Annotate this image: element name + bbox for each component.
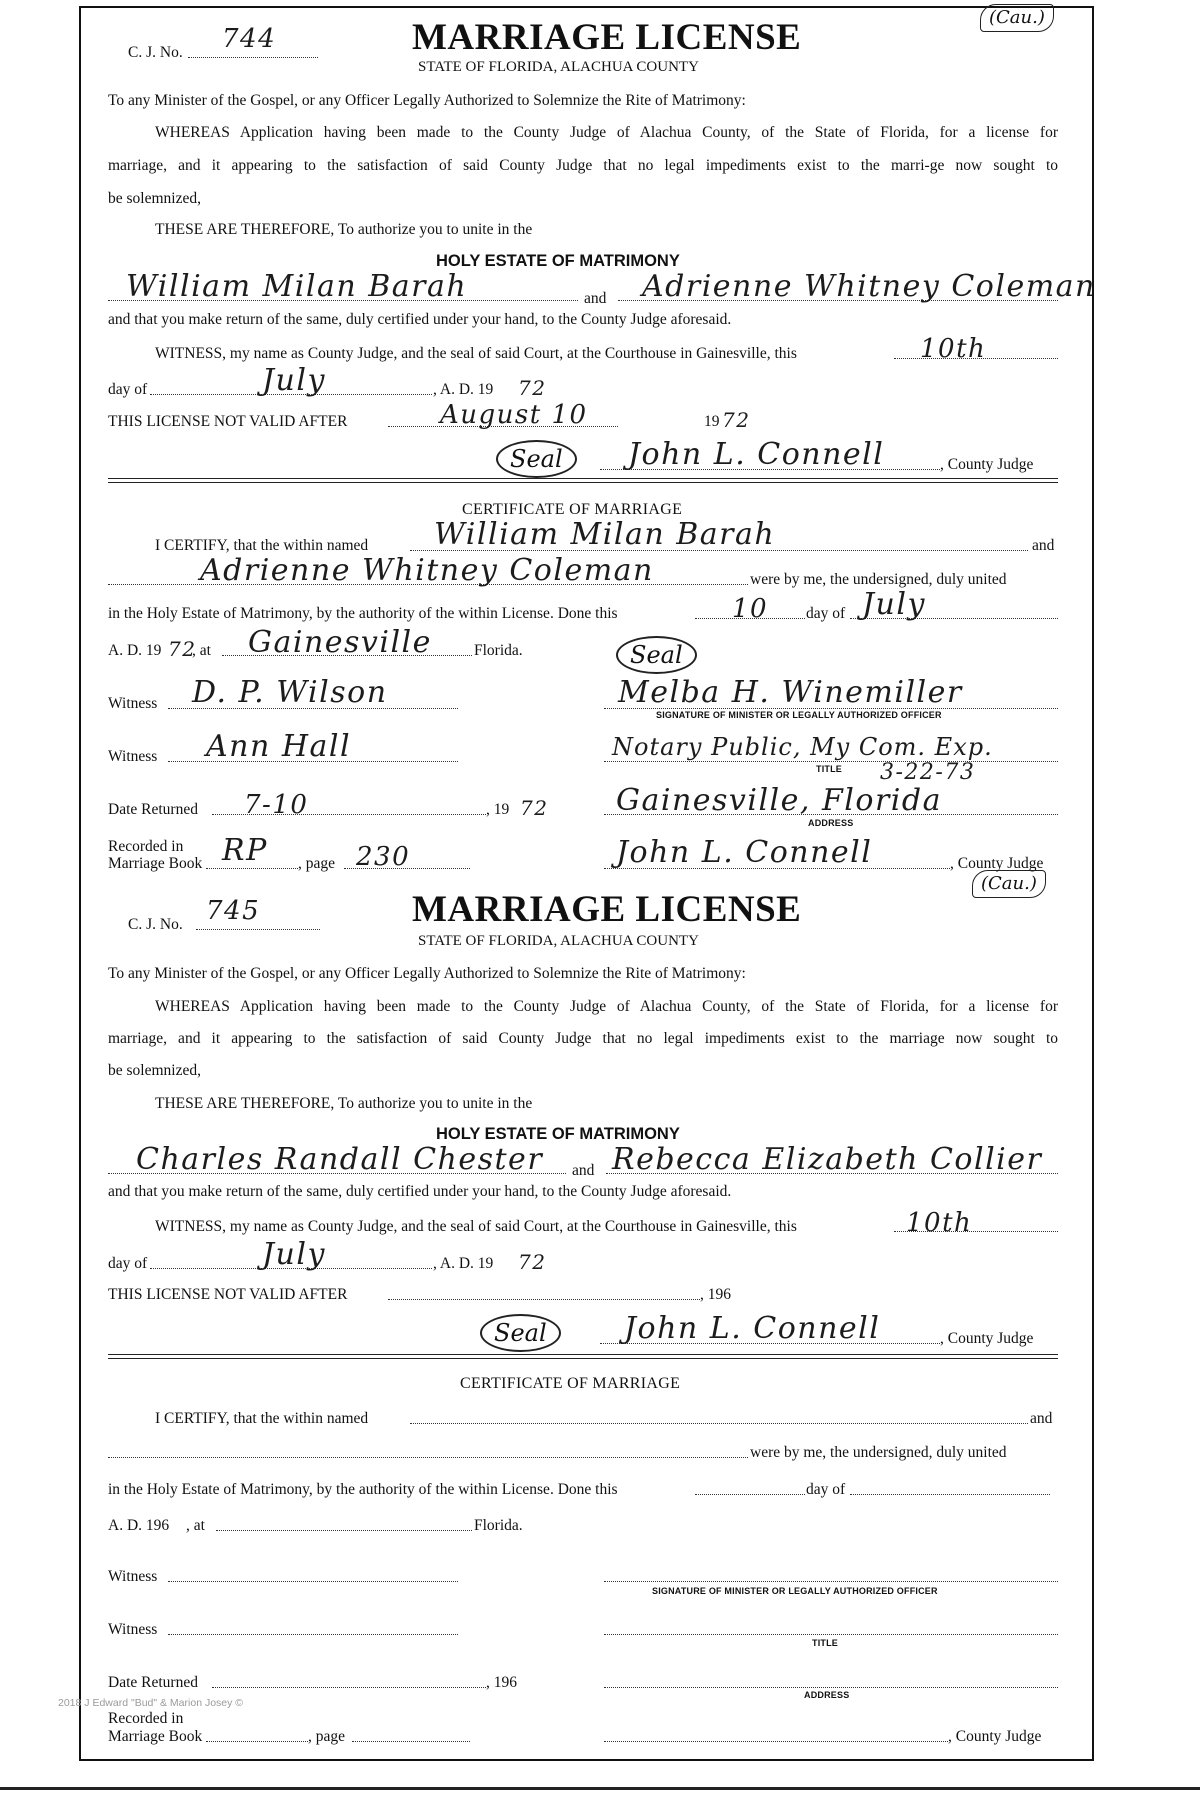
page-label: , page (298, 855, 336, 872)
not-valid-year-prefix: 19 (704, 413, 720, 430)
cert2-groom-line (410, 1422, 1028, 1424)
bride-name-2: Rebecca Elizabeth Collier (612, 1142, 1043, 1177)
cj-number-line (188, 56, 318, 58)
copyright-watermark: 2018 J Edward "Bud" & Marion Josey © (58, 1697, 244, 1709)
judge-label: , County Judge (940, 456, 1034, 473)
cert2-address-caption: ADDRESS (804, 1690, 850, 1700)
year-value: 72 (518, 376, 547, 400)
united-text-2: were by me, the undersigned, duly united (750, 1444, 1007, 1461)
therefore-line-2: THESE ARE THEREFORE, To authorize you to unite in the (155, 1095, 533, 1112)
witness-line-2: WITNESS, my name as County Judge, and the seal of said Court, at the Courthouse in Gainesville, this (155, 1218, 797, 1235)
not-valid-line-2 (388, 1298, 700, 1300)
cert2-month-line (850, 1493, 1050, 1495)
cert2-judge-label: , County Judge (948, 1728, 1042, 1745)
cert2-address-line (604, 1686, 1058, 1688)
returned-year: 72 (520, 796, 549, 820)
holy-estate-text-2: in the Holy Estate of Matrimony, by the authority of the within License. Done this (108, 1481, 618, 1498)
cert2-date-returned-line (212, 1686, 486, 1688)
cj-number-2: 745 (206, 896, 261, 926)
recorded-label: Recorded in (108, 838, 184, 855)
bottom-rule (0, 1787, 1200, 1790)
cert-day-of-label: day of (806, 605, 846, 622)
holy-estate-heading-2: HOLY ESTATE OF MATRIMONY (436, 1125, 680, 1143)
corner-tag-2: (Cau.) (972, 870, 1046, 898)
cert2-day-line (695, 1493, 805, 1495)
seal-mark-2: Seal (480, 1314, 561, 1352)
cert2-officer-caption: SIGNATURE OF MINISTER OR LEGALLY AUTHORIZED OFFICER (652, 1586, 938, 1596)
cert2-at-label: , at (186, 1517, 205, 1534)
address-line-2: To any Minister of the Gospel, or any Officer Legally Authorized to Solemnize the Rite of Matrimony: (108, 965, 746, 982)
cert2-officer-line (604, 1580, 1058, 1582)
groom-name-2: Charles Randall Chester (136, 1142, 544, 1177)
month-value-2: July (262, 1237, 326, 1272)
certificate-heading-2: CERTIFICATE OF MARRIAGE (460, 1375, 681, 1392)
marriage-book-label: Marriage Book (108, 855, 203, 872)
holy-estate-heading: HOLY ESTATE OF MATRIMONY (436, 252, 680, 270)
cert2-recorded-label: Recorded in (108, 1710, 184, 1727)
cj-label: C. J. No. (128, 44, 183, 61)
cert2-date-returned-label: Date Returned (108, 1674, 198, 1691)
cert2-florida-label: Florida. (474, 1517, 523, 1534)
place-value: Gainesville (248, 625, 432, 660)
cert-bride-name: Adrienne Whitney Coleman (200, 553, 654, 588)
ad-label: , A. D. 19 (433, 381, 494, 398)
cert2-witness-1-label: Witness (108, 1568, 158, 1585)
cert-florida-label: Florida. (474, 642, 523, 659)
cj-label-2: C. J. No. (128, 916, 183, 933)
section-divider (108, 478, 1058, 483)
and-word-2: and (572, 1162, 595, 1179)
cert-judge-label: , County Judge (950, 855, 1044, 872)
license-title: MARRIAGE LICENSE (412, 17, 802, 58)
witness-day-2: 10th (906, 1208, 973, 1238)
cert2-page-line (352, 1740, 470, 1742)
groom-name: William Milan Barah (126, 269, 468, 304)
year-value-2: 72 (518, 1250, 547, 1274)
officer-caption: SIGNATURE OF MINISTER OR LEGALLY AUTHORIZED OFFICER (656, 710, 942, 720)
done-day: 10 (732, 594, 769, 624)
cert-judge-signature: John L. Connell (616, 835, 873, 870)
not-valid-label: THIS LICENSE NOT VALID AFTER (108, 413, 348, 430)
cert2-place-line (216, 1529, 472, 1531)
page-number: 230 (356, 842, 411, 872)
cert2-witness-2-line (168, 1633, 458, 1635)
not-valid-year: 72 (722, 408, 751, 432)
whereas-line-3: be solemnized, (108, 190, 201, 207)
address-caption: ADDRESS (808, 818, 854, 828)
bride-name: Adrienne Whitney Coleman (642, 269, 1096, 304)
cert2-judge-line (604, 1740, 948, 1742)
date-returned: 7-10 (244, 790, 309, 820)
book-value: RP (222, 833, 268, 868)
cert-seal-mark: Seal (616, 636, 697, 674)
not-valid-year-label-2: , 196 (700, 1286, 731, 1303)
judge-signature-2: John L. Connell (624, 1311, 881, 1346)
certificate-heading: CERTIFICATE OF MARRIAGE (462, 501, 683, 518)
return-line: and that you make return of the same, duly certified under your hand, to the County Judge aforesaid. (108, 311, 732, 328)
month-value: July (262, 363, 326, 398)
certify-label: I CERTIFY, that the within named (155, 537, 369, 554)
witness-2-name: Ann Hall (206, 729, 352, 764)
cert2-page-label: , page (308, 1728, 346, 1745)
not-valid-label-2: THIS LICENSE NOT VALID AFTER (108, 1286, 348, 1303)
address-line: To any Minister of the Gospel, or any Officer Legally Authorized to Solemnize the Rite of Matrimony: (108, 92, 746, 109)
cj-number: 744 (222, 24, 277, 54)
witness-1-name: D. P. Wilson (192, 675, 388, 710)
cert2-book-line (206, 1740, 308, 1742)
cert2-witness-1-line (168, 1580, 458, 1582)
cert2-marriage-book-label: Marriage Book (108, 1728, 203, 1745)
corner-tag: (Cau.) (980, 4, 1054, 32)
day-of-label: day of (108, 381, 148, 398)
license-title-2: MARRIAGE LICENSE (412, 889, 802, 930)
witness-2-label: Witness (108, 748, 158, 765)
judge-signature: John L. Connell (628, 437, 885, 472)
title-caption: TITLE (816, 764, 842, 774)
cert2-title-caption: TITLE (812, 1638, 838, 1648)
cert2-returned-year-label: , 196 (486, 1674, 517, 1691)
whereas-line-1: WHEREAS Application having been made to the County Judge of Alachua County, of the State of Florida, for a license for (155, 124, 1058, 141)
therefore-line: THESE ARE THEREFORE, To authorize you to unite in the (155, 221, 533, 238)
cert-groom-name: William Milan Barah (434, 517, 776, 552)
cert2-and-word: and (1030, 1410, 1053, 1427)
seal-mark: Seal (496, 440, 577, 478)
cj-number-line-2 (196, 928, 320, 930)
officer-signature: Melba H. Winemiller (618, 675, 963, 710)
whereas-2-line-3: be solemnized, (108, 1062, 201, 1079)
holy-estate-text: in the Holy Estate of Matrimony, by the authority of the within License. Done this (108, 605, 618, 622)
title-value: Notary Public, My Com. Exp. (612, 733, 993, 761)
cert2-bride-line (108, 1456, 748, 1458)
license-subtitle-2: STATE OF FLORIDA, ALACHUA COUNTY (418, 933, 699, 949)
certify-label-2: I CERTIFY, that the within named (155, 1410, 369, 1427)
title-expiry: 3-22-73 (880, 760, 976, 785)
united-text: were by me, the undersigned, duly united (750, 571, 1007, 588)
whereas-2-line-1: WHEREAS Application having been made to the County Judge of Alachua County, of the State of Florida, for a license for (155, 998, 1058, 1015)
witness-1-label: Witness (108, 695, 158, 712)
witness-day: 10th (920, 334, 987, 364)
not-valid-date: August 10 (440, 400, 588, 430)
license-subtitle: STATE OF FLORIDA, ALACHUA COUNTY (418, 59, 699, 75)
ad-label-2: , A. D. 19 (433, 1255, 494, 1272)
whereas-2-line-2: marriage, and it appearing to the satisfaction of said County Judge that no legal impediments exist to the marriage now sought to (108, 1030, 1058, 1047)
witness-line: WITNESS, my name as County Judge, and the seal of said Court, at the Courthouse in Gainesville, this (155, 345, 797, 362)
day-of-label-2: day of (108, 1255, 148, 1272)
return-line-2: and that you make return of the same, duly certified under your hand, to the County Judge aforesaid. (108, 1183, 732, 1200)
cert2-witness-2-label: Witness (108, 1621, 158, 1638)
and-word: and (584, 290, 607, 307)
section-divider-2 (108, 1354, 1058, 1359)
cert-ad-label: A. D. 19 (108, 642, 162, 659)
judge-label-2: , County Judge (940, 1330, 1034, 1347)
address-value: Gainesville, Florida (616, 783, 942, 818)
cert-and-word: and (1032, 537, 1055, 554)
done-month: July (862, 587, 926, 622)
cert-at-label: , at (192, 642, 211, 659)
whereas-line-2: marriage, and it appearing to the satisfaction of said County Judge that no legal impediments exist to the marri-ge now sought to (108, 157, 1058, 174)
cert2-day-of-label: day of (806, 1481, 846, 1498)
date-returned-label: Date Returned (108, 801, 198, 818)
cert-ad-year: 72 (168, 637, 197, 661)
cert2-title-line (604, 1633, 1058, 1635)
returned-year-prefix: , 19 (486, 801, 510, 818)
cert2-ad-label: A. D. 196 (108, 1517, 170, 1534)
